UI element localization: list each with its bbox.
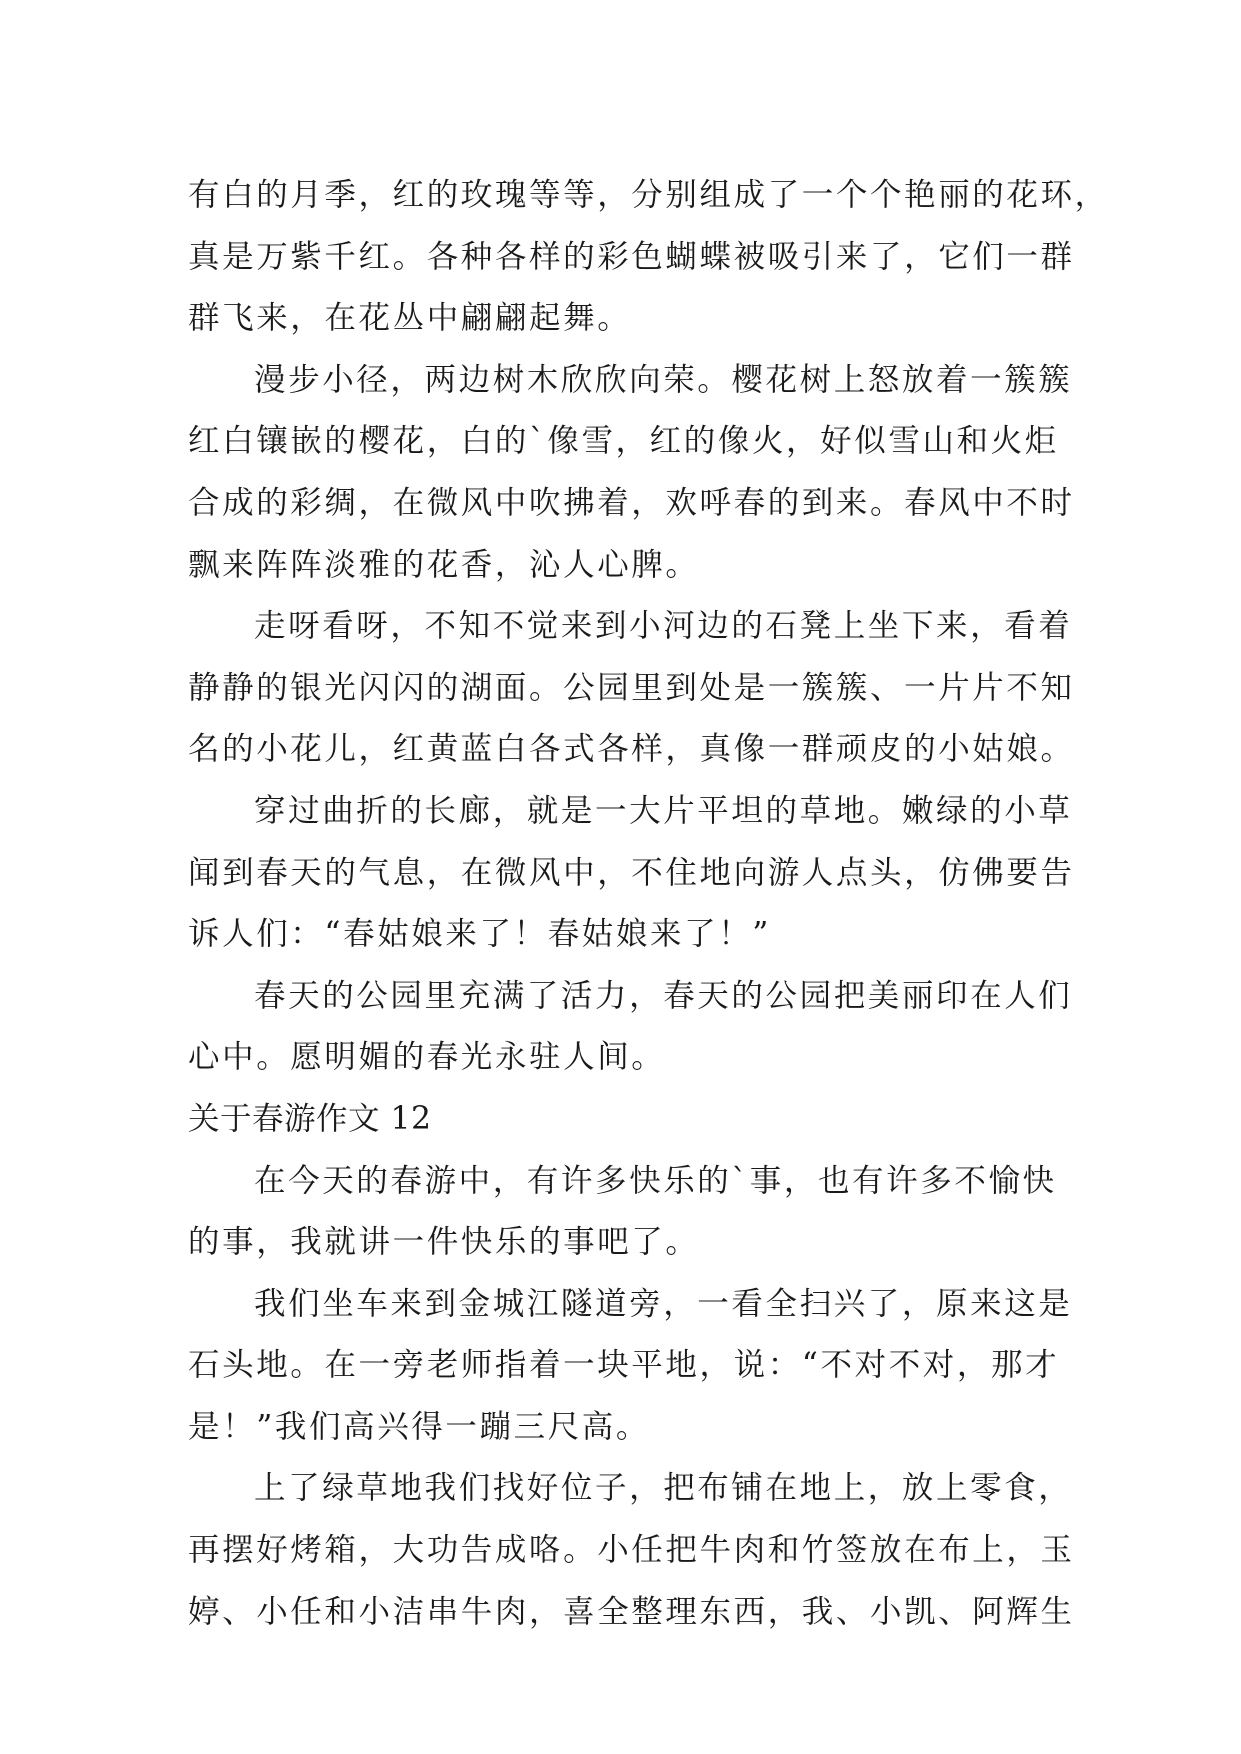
paragraph-start-line: 上了绿草地我们找好位子，把布铺在地上，放上零食， [254,1470,1073,1507]
text-line: 石头地。在一旁老师指着一块平地，说：“不对不对，那才 [188,1347,1060,1384]
text-line: 飘来阵阵淡雅的花香，沁人心脾。 [188,546,700,583]
text-line: 群飞来，在花丛中翩翩起舞。 [188,300,632,337]
text-line: 有白的月季，红的玫瑰等等，分别组成了一个个艳丽的花环， [188,177,1109,213]
paragraph-start-line: 在今天的春游中，有许多快乐的`事，也有许多不愉快 [254,1162,1057,1199]
document-body [188,165,1109,1643]
text-line: 闻到春天的气息，在微风中，不住地向游人点头，仿佛要告 [188,854,1075,891]
text-line: 真是万紫千红。各种各样的彩色蝴蝶被吸引来了，它们一群 [188,238,1075,275]
text-line: 婷、小任和小洁串牛肉，喜全整理东西，我、小凯、阿辉生 [188,1593,1075,1630]
text-line: 静静的银光闪闪的湖面。公园里到处是一簇簇、一片片不知 [188,669,1075,706]
text-line: 名的小花儿，红黄蓝白各式各样，真像一群顽皮的小姑娘。 [188,731,1075,768]
text-line: 诉人们：“春姑娘来了！春姑娘来了！” [188,916,772,953]
section-heading: 关于春游作文 12 [188,1100,432,1137]
paragraph-start-line: 走呀看呀，不知不觉来到小河边的石凳上坐下来，看着 [254,608,1073,645]
paragraph-start-line: 我们坐车来到金城江隧道旁，一看全扫兴了，原来这是 [254,1285,1073,1322]
text-line: 再摆好烤箱，大功告成咯。小任把牛肉和竹签放在布上，玉 [188,1532,1075,1569]
paragraph-start-line: 春天的公园里充满了活力，春天的公园把美丽印在人们 [254,977,1073,1014]
text-line: 是！”我们高兴得一蹦三尺高。 [188,1408,651,1445]
text-line: 红白镶嵌的樱花，白的`像雪，红的像火，好似雪山和火炬 [188,423,1059,460]
paragraph-start-line: 穿过曲折的长廊，就是一大片平坦的草地。嫩绿的小草 [254,792,1073,829]
text-line: 心中。愿明媚的春光永驻人间。 [188,1039,666,1076]
text-line: 合成的彩绸，在微风中吹拂着，欢呼春的到来。春风中不时 [188,484,1075,521]
paragraph-start-line: 漫步小径，两边树木欣欣向荣。樱花树上怒放着一簇簇 [254,361,1073,398]
text-line: 的事，我就讲一件快乐的事吧了。 [188,1224,700,1261]
